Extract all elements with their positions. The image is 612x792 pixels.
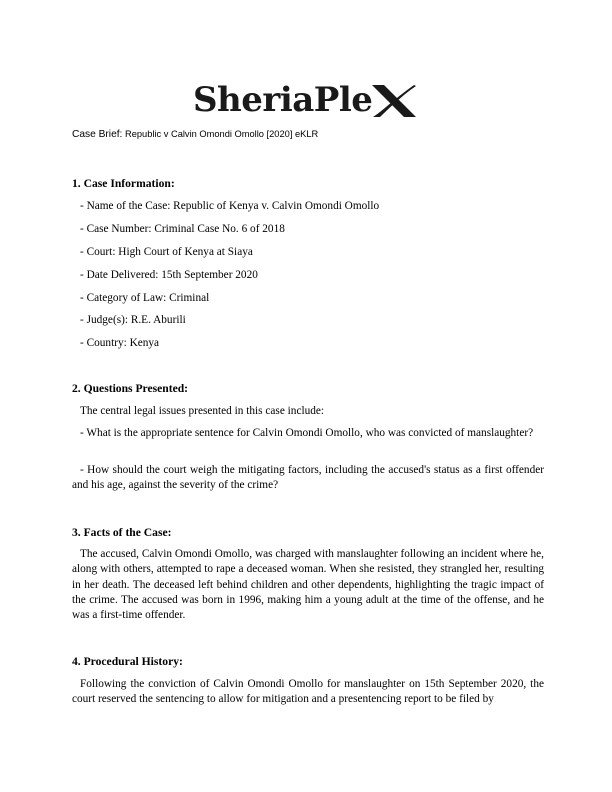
info-item-name: - Name of the Case: Republic of Kenya v. Calvin Omondi Omollo: [80, 200, 380, 212]
question-1: - What is the appropriate sentence for Calvin Omondi Omollo, who was convicted of manslaughter?: [80, 427, 534, 439]
info-item-category: - Category of Law: Criminal: [80, 292, 210, 304]
section-heading-facts: 3. Facts of the Case:: [72, 526, 172, 539]
section-heading-case-information: 1. Case Information:: [72, 177, 175, 190]
case-brief-citation: Republic v Calvin Omondi Omollo [2020] eKLR: [124, 129, 319, 139]
section-heading-questions: 2. Questions Presented:: [72, 382, 189, 395]
procedural-body: Following the conviction of Calvin Omondi Omollo for manslaughter on 15th September 2020, the court reserved the sentencing to allow for mitigation and a presentencing report to be filed by: [72, 678, 544, 706]
questions-intro: The central legal issues presented in this case include:: [80, 405, 325, 417]
logo-text: SheriaPle: [193, 80, 373, 120]
sheriaplex-logo: [193, 78, 423, 122]
case-brief-title: [72, 129, 318, 140]
info-item-date-delivered: - Date Delivered: 15th September 2020: [80, 269, 258, 281]
info-item-judges: - Judge(s): R.E. Aburili: [80, 314, 186, 326]
section-heading-procedural-history: 4. Procedural History:: [72, 655, 183, 668]
info-item-case-number: - Case Number: Criminal Case No. 6 of 2018: [80, 223, 285, 235]
facts-body: The accused, Calvin Omondi Omollo, was charged with manslaughter following an incident where he, along with others, attempted to rape a deceased woman. When she resisted, they strangled her, resulting in her death. The deceased left behind children and other dependents, highlighting the tragic impact of the crime. The accused was born in 1996, making him a young adult at the time of the offense, and he was a first-time offender.: [72, 548, 544, 622]
info-item-country: - Country: Kenya: [80, 337, 160, 349]
case-brief-label: Case Brief:: [72, 129, 123, 140]
logo-x-mark-icon: [370, 83, 418, 119]
info-item-court: - Court: High Court of Kenya at Siaya: [80, 246, 253, 258]
question-2: - How should the court weigh the mitigating factors, including the accused's status as a first offender and his age, against the severity of the crime?: [72, 464, 544, 492]
